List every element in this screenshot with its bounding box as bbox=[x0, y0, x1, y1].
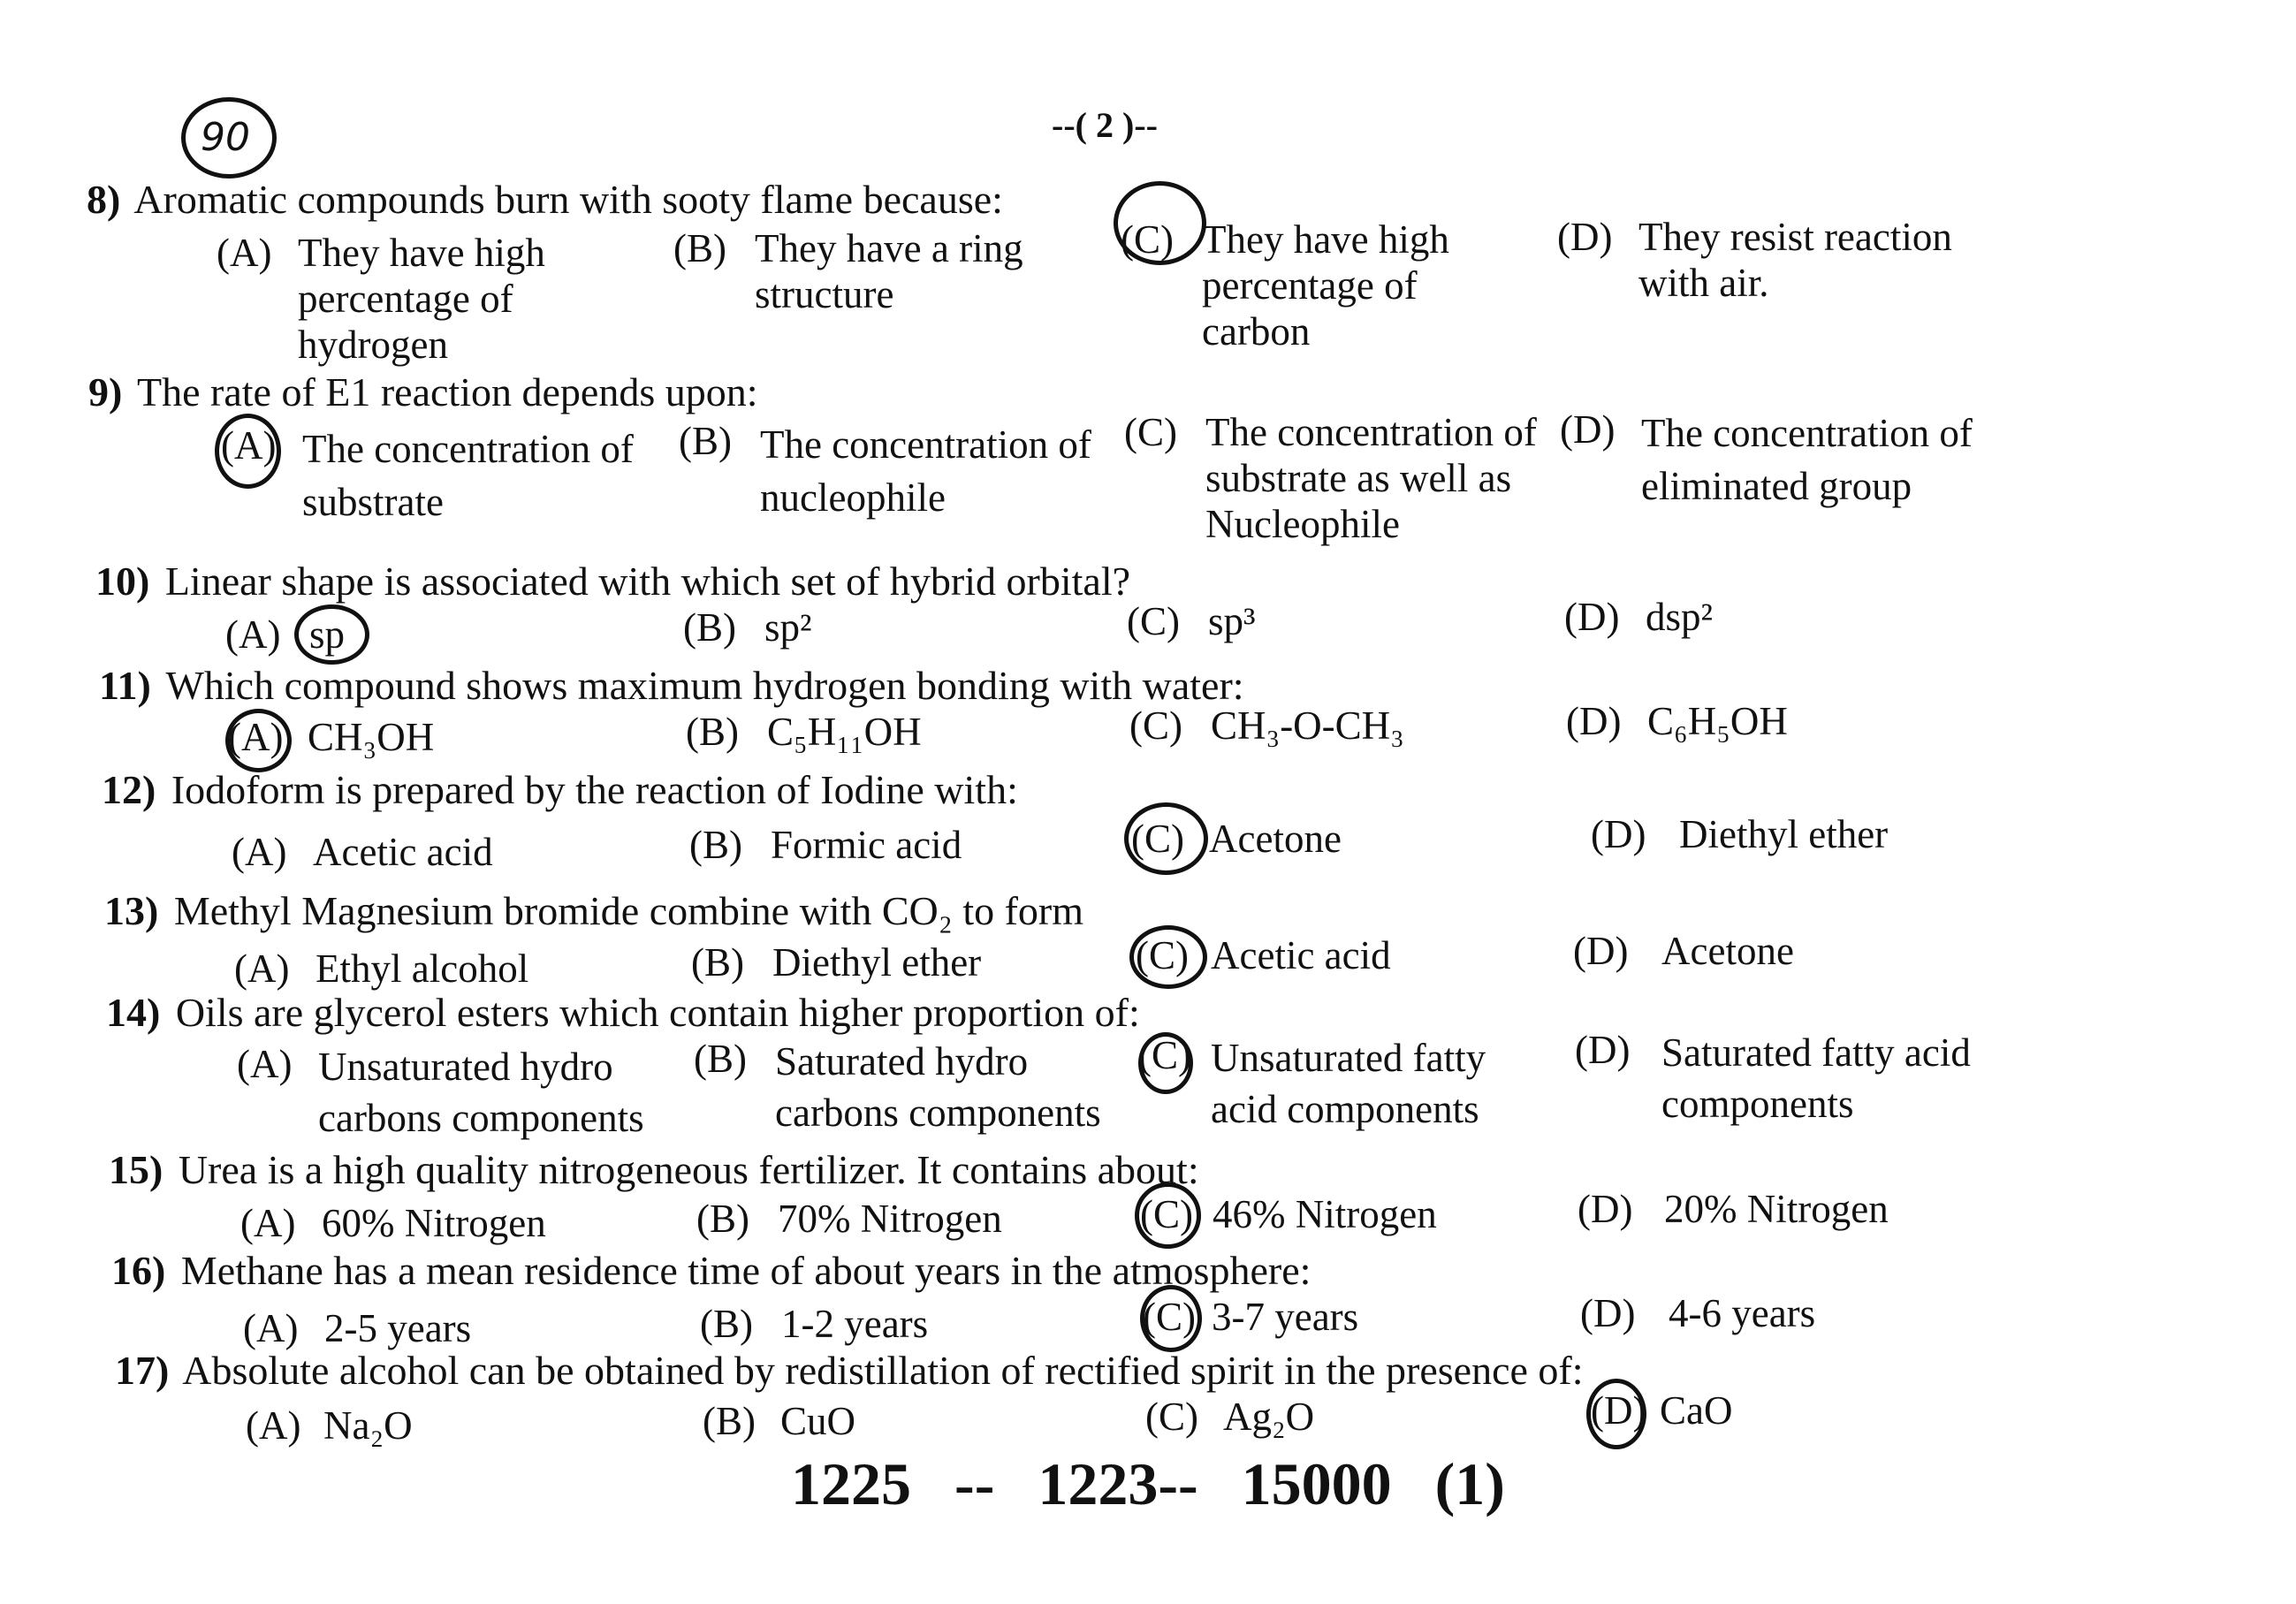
option-letter: (A) bbox=[234, 946, 290, 991]
option-letter: (B) bbox=[691, 940, 744, 984]
footer-code-2: 1223-- bbox=[1038, 1450, 1198, 1517]
paper-code-footer bbox=[0, 1449, 2296, 1519]
option-text: C₅H₁₁OH bbox=[767, 710, 922, 754]
answer-mark-circle bbox=[1140, 1285, 1202, 1352]
option-letter: (C) bbox=[1143, 1295, 1196, 1339]
option-text: 70% Nitrogen bbox=[778, 1197, 1002, 1241]
option-text: They have a ring structure bbox=[755, 226, 1023, 316]
footer-separator: -- bbox=[954, 1450, 995, 1517]
option-letter: (C) bbox=[1127, 599, 1180, 643]
question-text: Linear shape is associated with which set of hybrid orbital? bbox=[164, 559, 1131, 604]
question-9 bbox=[0, 369, 2296, 546]
option-text: dsp² bbox=[1646, 595, 1714, 639]
answer-mark-circle bbox=[215, 414, 281, 489]
question-number: 10) bbox=[95, 559, 150, 604]
question-text: Methyl Magnesium bromide combine with CO₂ to form bbox=[173, 888, 1084, 933]
option-text: Formic acid bbox=[771, 823, 962, 867]
option-letter: (C) bbox=[1138, 1033, 1191, 1077]
option-letter: (B) bbox=[700, 1302, 753, 1346]
option-letter: (D) bbox=[1591, 812, 1646, 856]
footer-code-4: (1) bbox=[1434, 1450, 1505, 1517]
option-letter: (B) bbox=[696, 1197, 749, 1241]
question-stem bbox=[99, 663, 1244, 709]
option-letter: (C) bbox=[1131, 817, 1184, 861]
question-stem bbox=[87, 177, 1003, 223]
option-letter: (C) bbox=[1124, 410, 1177, 454]
question-number: 11) bbox=[99, 663, 151, 708]
option-text: Saturated hydro carbons components bbox=[775, 1039, 1101, 1135]
option-letter: (D) bbox=[1575, 1028, 1631, 1072]
option-text: sp³ bbox=[1208, 599, 1256, 643]
option-text: Saturated fatty acid components bbox=[1661, 1030, 1971, 1126]
option-letter: (D) bbox=[1564, 595, 1620, 639]
option-letter: (A) bbox=[225, 612, 281, 657]
answer-mark-circle bbox=[1135, 1182, 1201, 1249]
option-text: 3-7 years bbox=[1212, 1295, 1359, 1339]
option-text: They have high percentage of hydrogen bbox=[298, 231, 545, 367]
question-number: 9) bbox=[88, 369, 123, 414]
option-letter: (D) bbox=[1573, 929, 1629, 973]
question-text: Absolute alcohol can be obtained by redistillation of rectified spirit in the presence of: bbox=[182, 1348, 1584, 1393]
option-text: Na₂O bbox=[323, 1403, 413, 1448]
option-letter: (C) bbox=[1129, 703, 1182, 748]
option-text: Ethyl alcohol bbox=[316, 946, 529, 991]
option-text: CH₃OH bbox=[308, 715, 435, 759]
question-text: Methane has a mean residence time of about years in the atmosphere: bbox=[180, 1248, 1311, 1293]
footer-code-1: 1225 bbox=[791, 1450, 912, 1517]
question-stem bbox=[95, 559, 1130, 604]
question-number: 16) bbox=[111, 1248, 166, 1293]
question-text: Iodoform is prepared by the reaction of Iodine with: bbox=[171, 767, 1018, 812]
option-letter: (D) bbox=[1566, 699, 1622, 743]
option-letter: (B) bbox=[679, 419, 732, 463]
option-text: They have high percentage of carbon bbox=[1202, 217, 1449, 353]
question-text: The rate of E1 reaction depends upon: bbox=[137, 369, 758, 414]
option-letter: (B) bbox=[694, 1037, 747, 1081]
question-number: 12) bbox=[102, 767, 156, 812]
answer-mark-circle bbox=[1129, 925, 1207, 989]
option-text: CH₃-O-CH₃ bbox=[1211, 703, 1404, 748]
option-text: Diethyl ether bbox=[772, 940, 982, 984]
option-text: Unsaturated hydro carbons components bbox=[318, 1045, 644, 1140]
option-text: Acetic acid bbox=[1211, 933, 1391, 977]
question-8 bbox=[0, 177, 2296, 367]
question-number: 8) bbox=[87, 177, 121, 222]
question-number: 15) bbox=[109, 1147, 163, 1192]
option-text: 46% Nitrogen bbox=[1213, 1192, 1437, 1236]
option-letter: (A) bbox=[237, 1042, 293, 1086]
option-letter: (C) bbox=[1140, 1192, 1193, 1236]
option-letter: (C) bbox=[1145, 1395, 1198, 1439]
question-text: Oils are glycerol esters which contain higher proportion of: bbox=[175, 990, 1140, 1035]
option-letter: (A) bbox=[217, 231, 272, 275]
option-letter: (D) bbox=[1591, 1388, 1646, 1433]
question-14 bbox=[0, 990, 2296, 1140]
option-text: Diethyl ether bbox=[1679, 812, 1889, 856]
footer-code-3: 15000 bbox=[1241, 1450, 1392, 1517]
question-stem bbox=[115, 1348, 1584, 1394]
option-letter: (D) bbox=[1560, 407, 1616, 452]
option-text: 20% Nitrogen bbox=[1664, 1187, 1889, 1231]
option-text: Ag₂O bbox=[1223, 1395, 1315, 1439]
option-text: Acetic acid bbox=[313, 830, 493, 874]
option-letter: (B) bbox=[686, 710, 739, 754]
option-text: C₆H₅OH bbox=[1647, 699, 1788, 743]
option-letter: (D) bbox=[1578, 1187, 1633, 1231]
option-text: 2-5 years bbox=[324, 1306, 472, 1350]
option-text: Unsaturated fatty acid components bbox=[1211, 1036, 1486, 1131]
option-text: CaO bbox=[1660, 1388, 1733, 1433]
option-letter: (C) bbox=[1121, 217, 1174, 262]
option-text: Acetone bbox=[1209, 817, 1342, 861]
question-number: 14) bbox=[106, 990, 161, 1035]
option-letter: (D) bbox=[1580, 1291, 1636, 1335]
option-letter: (A) bbox=[246, 1403, 301, 1448]
option-text: The concentration of substrate as well as Nucleophile bbox=[1205, 410, 1537, 546]
option-text: Acetone bbox=[1661, 929, 1794, 973]
option-letter: (B) bbox=[673, 226, 726, 270]
option-text: They resist reaction with air. bbox=[1638, 215, 1952, 305]
question-text: Which compound shows maximum hydrogen bonding with water: bbox=[165, 663, 1244, 708]
question-stem bbox=[88, 369, 758, 415]
option-letter: (B) bbox=[703, 1399, 756, 1443]
option-letter: (D) bbox=[1557, 215, 1613, 259]
option-letter: (A) bbox=[228, 715, 284, 759]
option-text: 4-6 years bbox=[1669, 1291, 1816, 1335]
question-stem bbox=[106, 990, 1140, 1036]
option-text: The concentration of nucleophile bbox=[760, 422, 1091, 520]
option-text: 60% Nitrogen bbox=[322, 1201, 546, 1245]
answer-mark-circle bbox=[225, 709, 292, 772]
answer-mark-circle bbox=[1114, 181, 1206, 265]
answer-mark-circle bbox=[1586, 1379, 1646, 1449]
question-number: 17) bbox=[115, 1348, 170, 1393]
option-letter: (A) bbox=[243, 1306, 299, 1350]
question-stem bbox=[109, 1147, 1199, 1193]
option-text: The concentration of substrate bbox=[302, 427, 634, 524]
option-letter: (B) bbox=[689, 823, 742, 867]
option-text: 1-2 years bbox=[781, 1302, 929, 1346]
question-stem bbox=[102, 767, 1018, 813]
option-text: The concentration of eliminated group bbox=[1641, 411, 1973, 508]
answer-mark-circle bbox=[1138, 1032, 1193, 1094]
option-letter: (C) bbox=[1136, 933, 1189, 977]
option-text: CuO bbox=[780, 1399, 856, 1443]
question-text: Aromatic compounds burn with sooty flame because: bbox=[133, 177, 1003, 222]
question-stem bbox=[111, 1248, 1311, 1294]
answer-mark-circle bbox=[1124, 802, 1208, 875]
option-text: sp bbox=[309, 612, 346, 657]
option-letter: (A) bbox=[232, 830, 287, 874]
option-letter: (B) bbox=[683, 605, 736, 650]
page-number: --( 2 )-- bbox=[1052, 105, 1158, 145]
question-number: 13) bbox=[104, 888, 159, 933]
option-letter: (A) bbox=[221, 423, 277, 468]
option-text: sp² bbox=[764, 605, 812, 650]
handwritten-margin-note: 90 bbox=[201, 115, 250, 160]
question-stem bbox=[104, 888, 1083, 934]
option-letter: (A) bbox=[240, 1201, 296, 1245]
question-text: Urea is a high quality nitrogeneous fertilizer. It contains about: bbox=[178, 1147, 1199, 1192]
answer-mark-circle bbox=[294, 604, 369, 665]
